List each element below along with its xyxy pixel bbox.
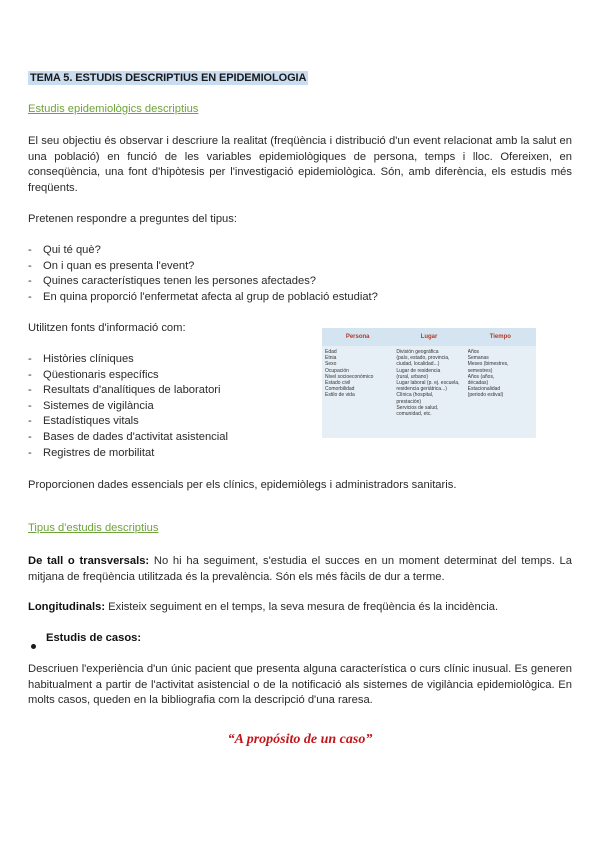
- list-item: - Qüestionaris específics: [28, 368, 308, 384]
- sources-list: [28, 352, 308, 461]
- list-item: - Registres de morbilitat: [28, 446, 308, 462]
- section-heading-descriptive-studies: Estudis epidemiològics descriptius: [28, 103, 199, 115]
- conclusion-text: Proporcionen dades essencials per els clínics, epidemiòlegs i administradors sanitaris.: [28, 479, 457, 491]
- table-cell: Lugar laboral (p. ej. escuela,: [396, 380, 460, 387]
- table-header-tiempo: Tiempo: [489, 334, 511, 340]
- table-cell: Clínica (hospital,: [396, 392, 434, 399]
- table-cell: Años: [467, 349, 480, 355]
- cases-heading: Estudis de casos:: [46, 632, 142, 644]
- table-header: [322, 328, 536, 346]
- list-item: - En quina proporció l'enfermetat afecta al grup de població estudiat?: [28, 290, 508, 306]
- section-heading-study-types: Tipus d'estudis descriptius: [28, 522, 159, 534]
- table-cell: (rural, urbano): [396, 373, 429, 380]
- table-cell: Etnia: [325, 355, 337, 362]
- list-item: - Quines característiques tenen les persones afectades?: [28, 274, 508, 290]
- cases-paragraph: Descriuen l'experiència d'un únic pacient que presenta alguna característica o curs clínic inusual. Es generen habitualment a partir de l'activitat asistencial o de la notificació als sistemes de vigilància epidemiològica. En molts casos, queden en la bibliografia com la descripció d'una raresa.: [28, 663, 572, 707]
- list-item: - On i quan es presenta l'event?: [28, 259, 508, 275]
- table-cell: Semanas: [467, 355, 489, 362]
- longitudinal-label: Longitudinals:: [28, 601, 106, 613]
- questions-list: [28, 243, 508, 305]
- table-cell: (periodo estival): [467, 392, 504, 399]
- table-cell: residencia geriátrica...): [396, 386, 447, 393]
- table-col-persona: [322, 349, 393, 417]
- table-cell: Comorbilidad: [325, 386, 355, 393]
- transversal-paragraph: [28, 554, 572, 585]
- table-cell: comunidad, etc.: [396, 411, 432, 418]
- table-cell: décadas): [467, 380, 489, 387]
- longitudinal-paragraph: [28, 600, 572, 616]
- longitudinal-text: Existeix seguiment en el temps, la seva mesura de freqüència és la incidència.: [105, 601, 499, 613]
- sources-intro: Utilitzen fonts d'informació com:: [28, 322, 186, 334]
- table-cell: (país, estado, provincia,: [396, 355, 450, 362]
- table-col-lugar: [393, 349, 464, 417]
- table-cell: Lugar de residencia: [396, 367, 441, 374]
- list-item: - Estadístiques vitals: [28, 414, 308, 430]
- page-title: TEMA 5. ESTUDIS DESCRIPTIUS EN EPIDEMIOLOGIA: [30, 72, 307, 84]
- transversal-label: De tall o transversals:: [28, 555, 150, 567]
- bullet-icon: [31, 636, 37, 642]
- table-header-lugar: Lugar: [420, 334, 438, 340]
- table-cell: Ocupación: [325, 367, 349, 374]
- table-cell: Nivel socioeconómico: [325, 373, 374, 380]
- list-item: - Qui té què?: [28, 243, 508, 259]
- table-header-persona: Persona: [345, 334, 370, 340]
- table-cell: prestación): [396, 398, 422, 405]
- case-quote: “A propósito de un caso”: [227, 732, 373, 747]
- table-col-tiempo: [465, 349, 536, 417]
- table-cell: Sexo: [325, 361, 337, 368]
- list-item: - Històries clíniques: [28, 352, 308, 368]
- table-cell: Edad: [325, 349, 337, 355]
- list-item: - Sistemes de vigilància: [28, 399, 308, 415]
- list-item: - Bases de dades d'activitat asistencial: [28, 430, 308, 446]
- table-cell: semestres): [467, 367, 493, 374]
- questions-intro: Pretenen respondre a preguntes del tipus:: [28, 213, 237, 225]
- list-item: - Resultats d'analítiques de laboratori: [28, 383, 308, 399]
- table-cell: Estado civil: [325, 380, 351, 387]
- table-cell: Estacionalidad: [467, 386, 501, 393]
- table-cell: Servicios de salud,: [396, 404, 439, 411]
- table-cell: ciudad, localidad...): [396, 361, 440, 368]
- table-cell: División geográfica: [396, 349, 439, 355]
- table-cell: Años (años,: [467, 373, 495, 380]
- transversal-text: No hi ha seguiment, s'estudia el succes en un moment determinat del temps. La mitjana de freqüència utilitzada és la prevalència. Són els més fàcils de dur a terme.: [28, 555, 572, 583]
- table-cell: Meses (bimestres,: [467, 361, 509, 368]
- variables-table-figure: [322, 328, 536, 438]
- table-cell: Estilo de vida: [325, 392, 355, 399]
- intro-paragraph: El seu objectiu és observar i descriure la realitat (freqüència i distribució d'un event relacionat amb la salut en una població) en funció de les variables epidemiològiques de persona, temps i lloc. Ofereixen, en conseqüència, una font d'hipòtesis per l'investigació epidemiològica. Són, amb diferència, els estudis més freqüents.: [28, 135, 572, 194]
